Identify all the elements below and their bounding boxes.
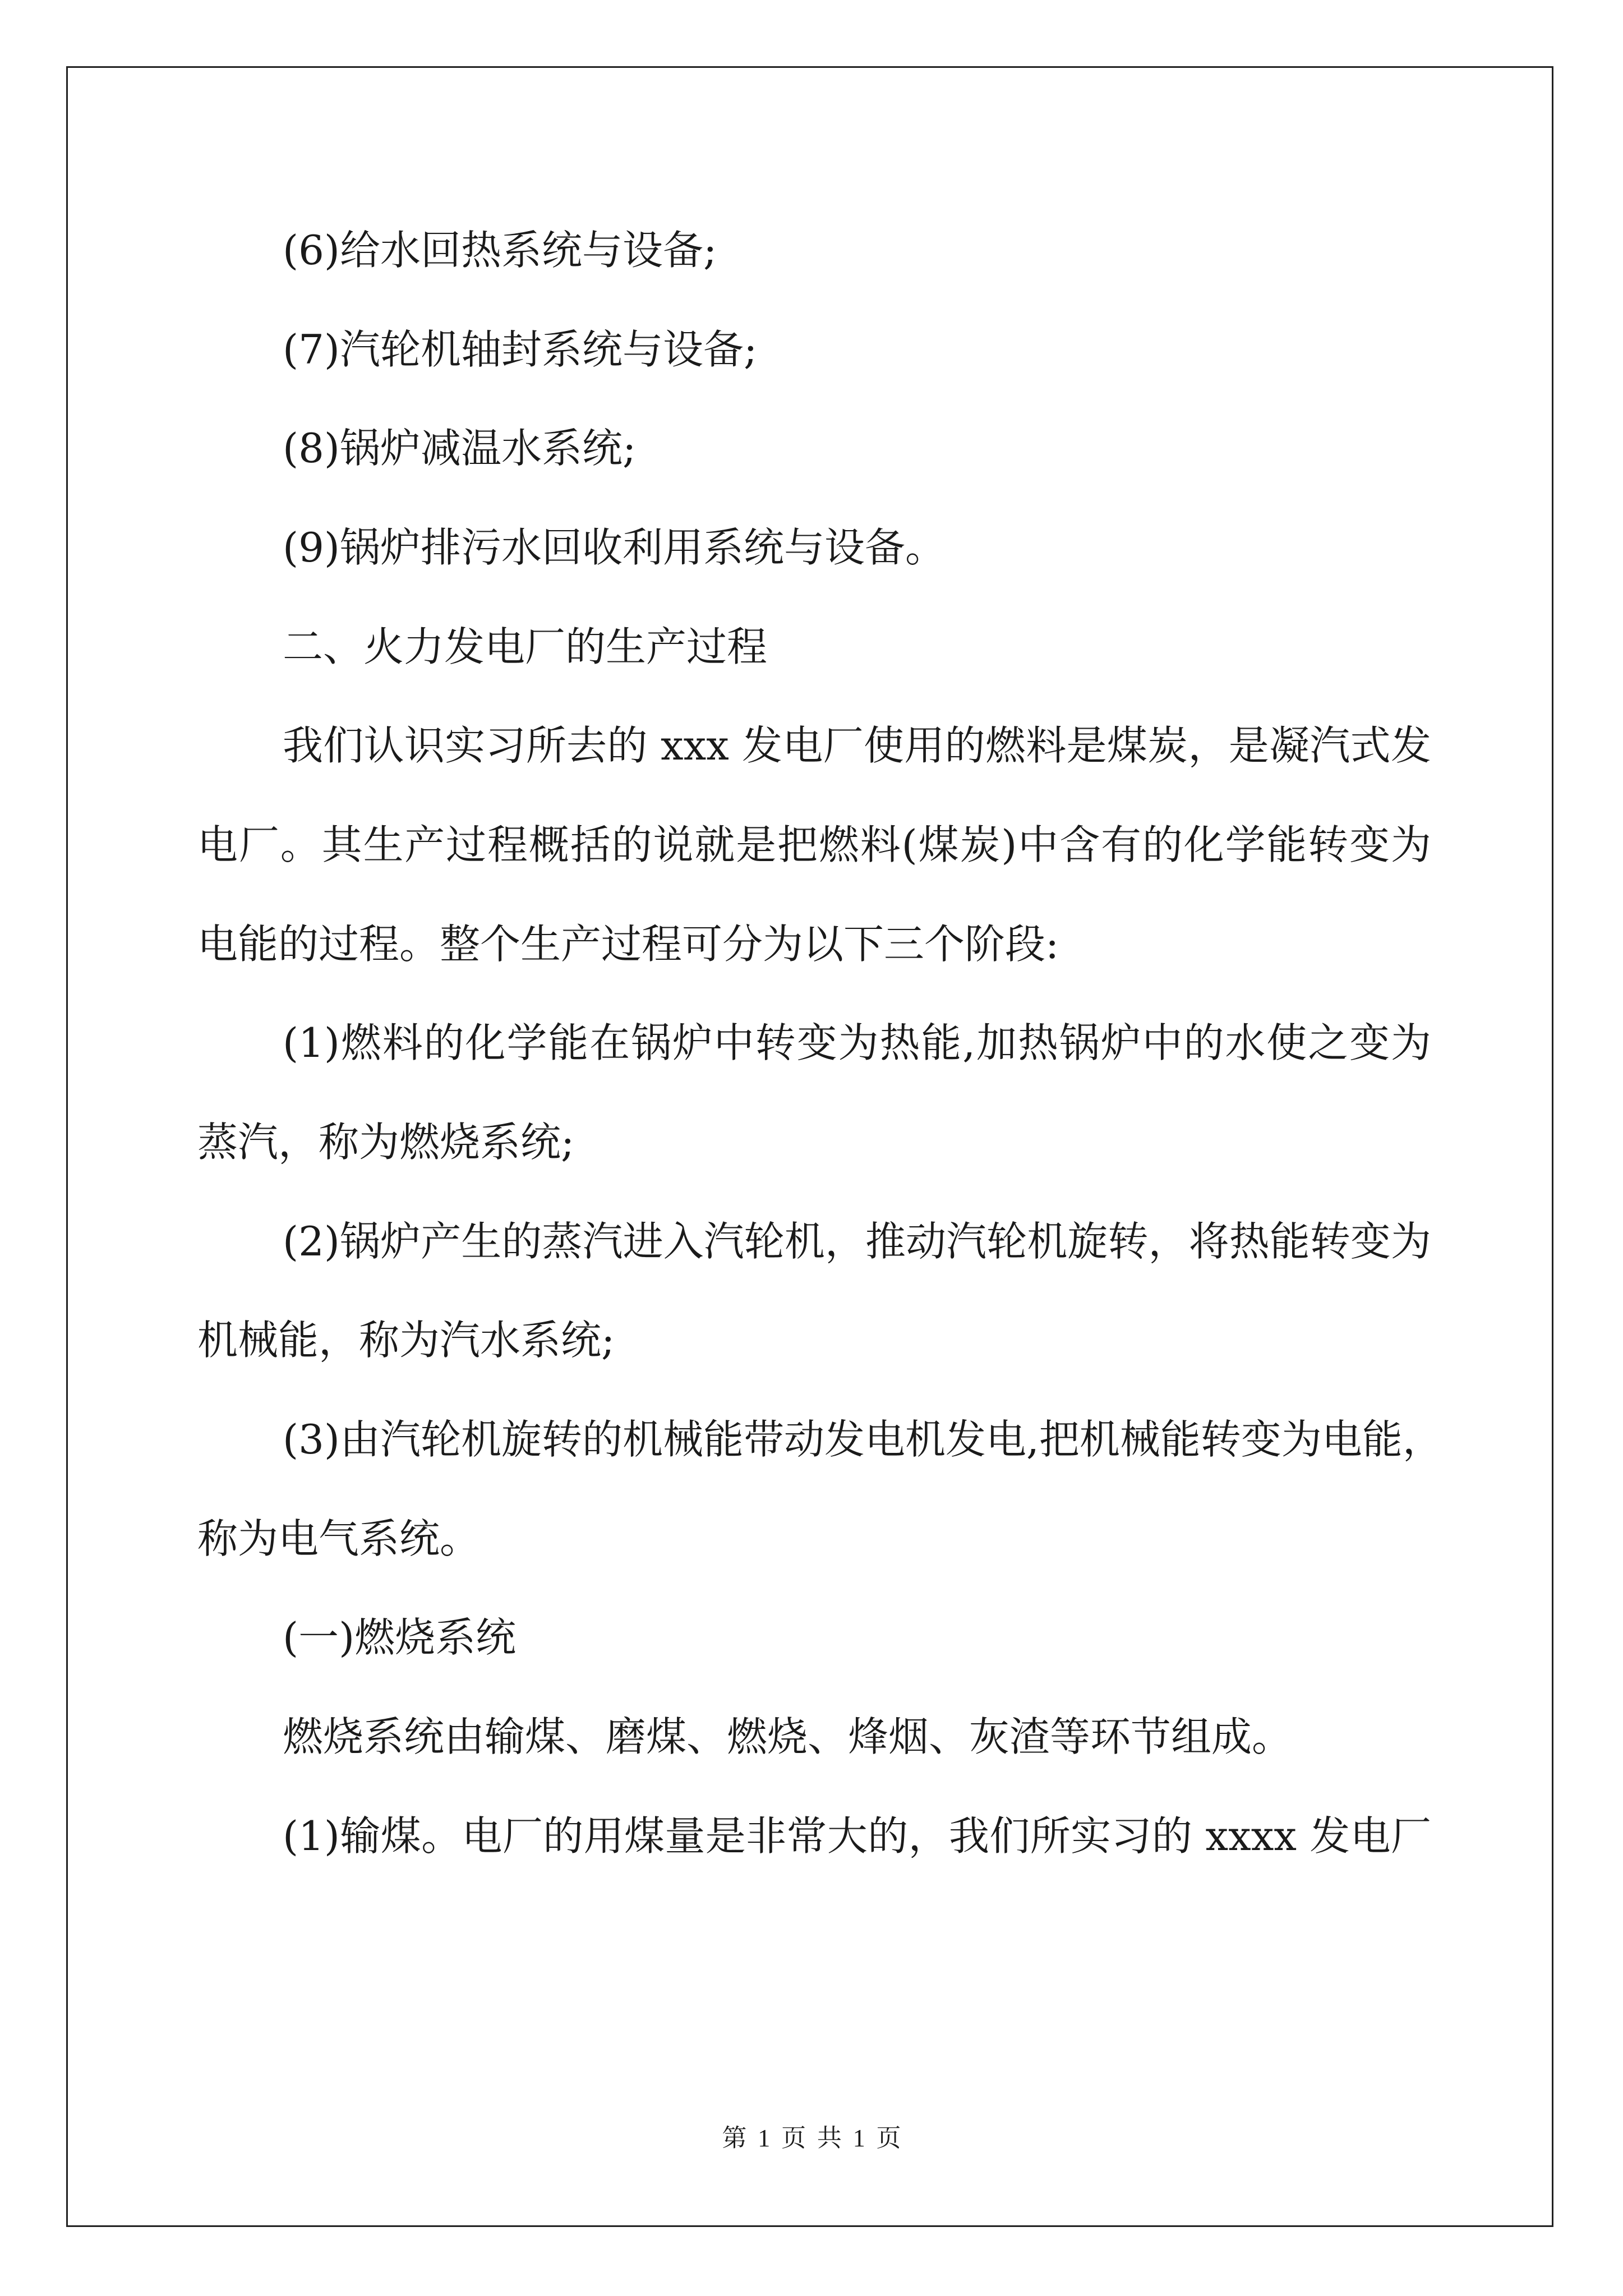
paragraph-line: 燃烧系统由输煤、磨煤、燃烧、烽烟、灰渣等环节组成。 (283, 1713, 1293, 1760)
section-heading: 二、火力发电厂的生产过程 (283, 623, 768, 670)
paragraph-line: (3)由汽轮机旋转的机械能带动发电机发电,把机械能转变为电能， (283, 1416, 1443, 1463)
paragraph-line: 机械能，称为汽水系统; (197, 1317, 615, 1364)
page-footer: 第 1 页 共 1 页 (722, 2124, 901, 2152)
paragraph-line: 称为电气系统。 (197, 1515, 481, 1562)
paragraph-line: 蒸汽，称为燃烧系统; (197, 1119, 575, 1166)
paragraph-line: (1)燃料的化学能在锅炉中转变为热能,加热锅炉中的水使之变为 (283, 1019, 1431, 1066)
paragraph-line: 电厂。其生产过程概括的说就是把燃料(煤炭)中含有的化学能转变为 (197, 821, 1431, 868)
paragraph-line: 电能的过程。整个生产过程可分为以下三个阶段: (197, 921, 1059, 968)
paragraph-line: (1)输煤。电厂的用煤量是非常大的，我们所实习的 xxxx 发电厂 (283, 1812, 1431, 1860)
subsection-heading: (一)燃烧系统 (283, 1614, 517, 1661)
paragraph-line: (2)锅炉产生的蒸汽进入汽轮机，推动汽轮机旋转，将热能转变为 (283, 1218, 1431, 1265)
list-item-6: (6)给水回热系统与设备; (283, 227, 717, 274)
paragraph-line: 我们认识实习所去的 xxx 发电厂使用的燃料是煤炭，是凝汽式发 (283, 722, 1431, 769)
list-item-9: (9)锅炉排污水回收利用系统与设备。 (283, 524, 946, 571)
list-item-7: (7)汽轮机轴封系统与设备; (283, 326, 758, 373)
list-item-8: (8)锅炉减温水系统; (283, 425, 637, 472)
